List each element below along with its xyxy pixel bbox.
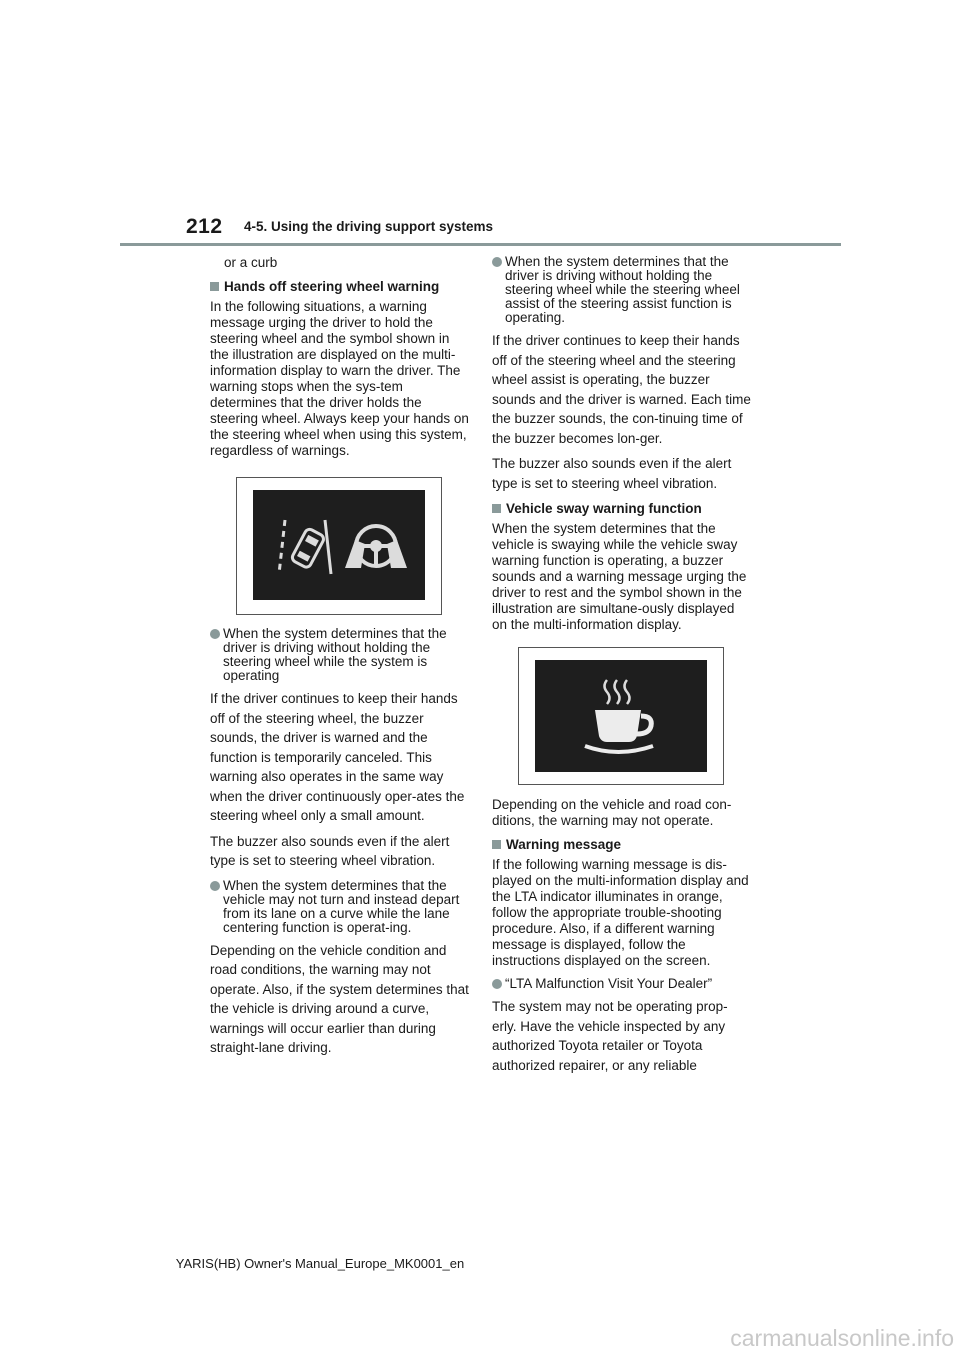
- section-heading-text: Hands off steering wheel warning: [224, 279, 440, 294]
- round-bullet-icon: [492, 257, 502, 267]
- paragraph: Depending on the vehicle condition and road conditions, the warning may not operate. Also, if the system determines that the vehicle is driving around a curve, warnings will occur earlier than during straight-lane driving.: [210, 942, 469, 1055]
- square-bullet-icon: [492, 504, 501, 513]
- round-bullet-icon: [492, 979, 502, 989]
- bullet-text: When the system determines that the vehicle may not turn and instead depart from its lane on a curve while the lane centering function is operat-ing.: [223, 877, 460, 935]
- bullet-item: [492, 255, 752, 325]
- section-heading-warning-message: [492, 837, 752, 853]
- paragraph: If the driver continues to keep their hands off of the steering wheel and the steering wheel assist is operating, the buzzer sounds and the driver is warned. Each time the buzzer sounds, the con-tinuing time of the buzzer becomes lon-ger.: [492, 333, 751, 446]
- footer-text: YARIS(HB) Owner's Manual_Europe_MK0001_en: [175, 1256, 465, 1271]
- left-column: [210, 255, 470, 1064]
- paragraph: The buzzer also sounds even if the alert type is set to steering wheel vibration.: [210, 833, 450, 868]
- square-bullet-icon: [492, 840, 501, 849]
- bullet-item: [210, 879, 470, 935]
- hands-on-steering-wheel-icon: [341, 516, 411, 576]
- round-bullet-icon: [210, 629, 220, 639]
- paragraph: The system may not be operating prop-erly. Have the vehicle inspected by any authorized Toyota retailer or Toyota authorized repairer, or any reliable: [492, 999, 728, 1073]
- section-body: In the following situations, a warning message urging the driver to hold the steering wheel and the symbol shown in the illustration are displayed on the multi-information display to warn the driver. The warning stops when the sys-tem determines that the driver holds the steering wheel. Always keep your hands on the steering wheel when using this system, regardless of warnings.: [210, 299, 469, 458]
- section-title: 4-5. Using the driving support systems: [244, 219, 494, 234]
- bullet-item: [492, 977, 752, 991]
- section-body: If the following warning message is dis-played on the multi-information display and the LTA indicator illuminates in orange, follow the appropriate trouble-shooting procedure. Also, if a different warning message is displayed, follow the instructions displayed on the screen.: [492, 857, 749, 968]
- display-screen: [535, 660, 707, 772]
- section-heading-text: Vehicle sway warning function: [506, 501, 702, 516]
- right-column: [492, 255, 752, 1081]
- continued-text: or a curb: [224, 255, 278, 270]
- header-rule: [120, 243, 841, 246]
- display-screen: [253, 490, 425, 600]
- paragraph: If the driver continues to keep their hands off of the steering wheel, the buzzer sounds, the driver is warned and the function is temporarily canceled. This warning also operates in the same way when the driver continuously oper-ates the steering wheel only a small amount.: [210, 691, 465, 823]
- vehicle-sway-warning-illustration: [518, 647, 724, 785]
- lane-departure-icon: [275, 512, 335, 582]
- section-heading-text: Warning message: [506, 837, 622, 852]
- watermark: carmanualsonline.info: [730, 1325, 954, 1351]
- bullet-item: [210, 627, 470, 683]
- paragraph: The buzzer also sounds even if the alert type is set to steering wheel vibration.: [492, 456, 732, 491]
- round-bullet-icon: [210, 881, 220, 891]
- section-heading-hands-off: [210, 279, 470, 295]
- square-bullet-icon: [210, 282, 219, 291]
- bullet-text: When the system determines that the driver is driving without holding the steering wheel while the steering wheel assist of the steering assist function is operating.: [505, 254, 740, 325]
- section-heading-vehicle-sway: [492, 501, 752, 517]
- page-number: 212: [186, 215, 223, 238]
- bullet-text: “LTA Malfunction Visit Your Dealer”: [505, 976, 713, 991]
- bullet-text: When the system determines that the driver is driving without holding the steering wheel while the system is operating: [223, 626, 447, 683]
- coffee-cup-icon: [581, 676, 661, 756]
- section-body: When the system determines that the vehicle is swaying while the vehicle sway warning function is operating, a buzzer sounds and a warning message urging the driver to rest and the symbol shown in the illustration are simultane-ously displayed on the multi-information display.: [492, 521, 747, 632]
- hands-off-warning-illustration: [236, 477, 442, 615]
- paragraph: Depending on the vehicle and road con-ditions, the warning may not operate.: [492, 797, 732, 828]
